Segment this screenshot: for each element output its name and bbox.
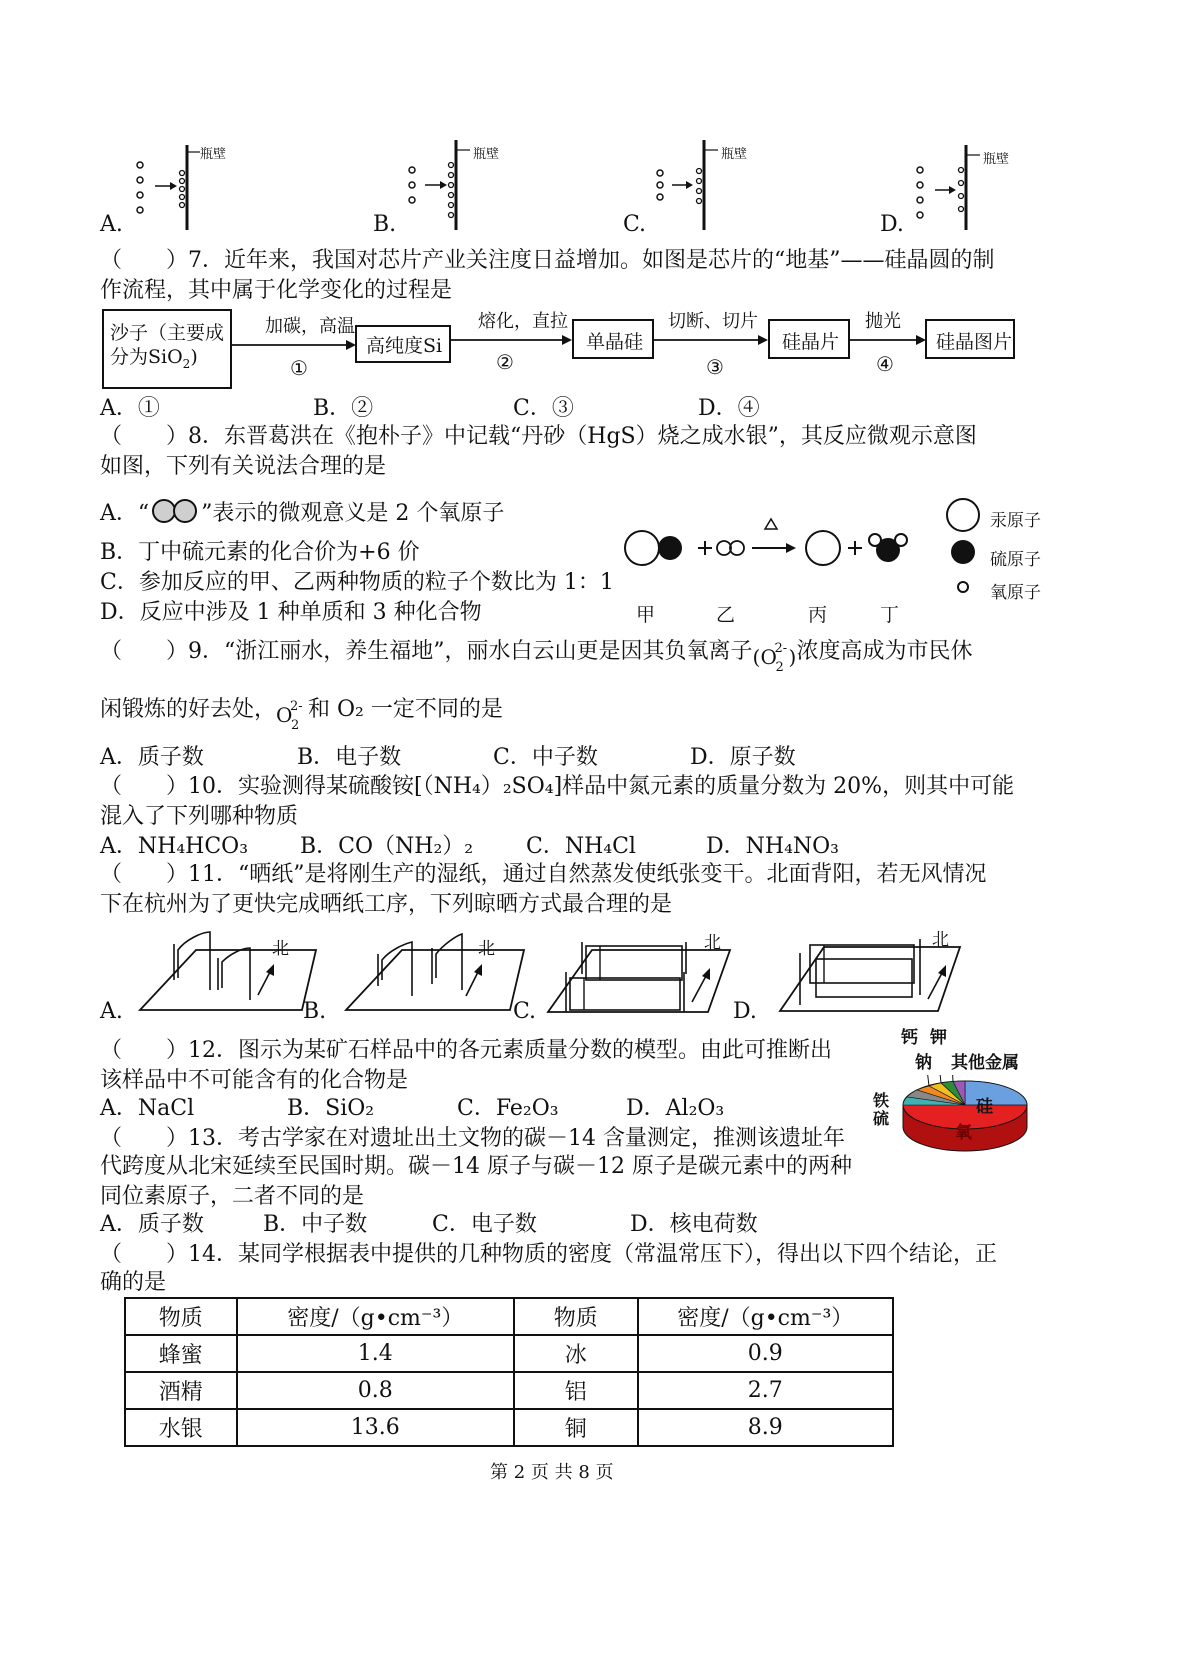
answer-bracket: （ ） <box>100 639 189 664</box>
q7-box-sand-line1: 沙子（主要成 <box>110 322 225 344</box>
answer-bracket: （ ） <box>100 862 189 887</box>
table-cell: 1.4 <box>237 1335 514 1372</box>
q9-option-a: A．质子数 <box>100 745 204 770</box>
q14-line2: 确的是 <box>100 1270 167 1295</box>
q6-option-c-letter: C. <box>623 212 647 237</box>
q13-option-a: A．质子数 <box>100 1212 204 1237</box>
q11-north-b: 北 <box>478 939 495 959</box>
q10-line2: 混入了下列哪种物质 <box>100 804 299 829</box>
q7-arrow1-number: ① <box>290 356 308 380</box>
q7-arrow3-label: 切断、切片 <box>668 311 758 332</box>
table-row <box>125 1335 893 1372</box>
q7-box-sand-line2: 分为SiO <box>110 346 183 368</box>
q6-option-b-letter: B. <box>373 212 397 237</box>
q9-text-1b: 浓度高成为市民休 <box>796 639 973 664</box>
q8-label-yi: 乙 <box>716 604 736 626</box>
q12-option-c: C．Fe₂O₃ <box>457 1096 559 1121</box>
q7-box-monocrystal-si: 单晶硅 <box>586 331 644 353</box>
answer-bracket: （ ） <box>100 248 189 273</box>
q12-option-b: B．SiO₂ <box>287 1096 375 1121</box>
q9-option-c: C．中子数 <box>493 745 598 770</box>
q9-line2 <box>100 694 503 733</box>
q13-option-c: C．电子数 <box>432 1212 537 1237</box>
table-header-cell: 密度/（g•cm⁻³） <box>237 1298 514 1335</box>
q7-option-c: C．③ <box>513 396 574 421</box>
q10-option-b: B．CO（NH₂）₂ <box>300 834 474 859</box>
answer-bracket: （ ） <box>100 1242 189 1267</box>
q9-option-d: D．原子数 <box>690 745 796 770</box>
q12-pie-label-ca: 钙 <box>901 1028 918 1048</box>
q12-pie-label-si: 硅 <box>976 1097 993 1117</box>
q8-option-d: D．反应中涉及 1 种单质和 3 种化合物 <box>100 600 482 625</box>
q14-density-table <box>124 1297 894 1447</box>
q12-line1 <box>100 1036 832 1066</box>
q9-ion-subscript: 2 <box>775 660 784 675</box>
page-footer: 第 2 页 共 8 页 <box>490 1462 614 1483</box>
q12-pie-label-k: 钾 <box>930 1028 947 1048</box>
q11-line2: 下在杭州为了更快完成晒纸工序，下列晾晒方式最合理的是 <box>100 892 673 917</box>
q8-option-c: C．参加反应的甲、乙两种物质的粒子个数比为 1：1 <box>100 570 614 595</box>
q10-text-1: 10．实验测得某硫酸铵[（NH₄）₂SO₄]样品中氮元素的质量分数为 20%，则其中可能 <box>188 774 1015 799</box>
table-cell: 8.9 <box>638 1409 893 1446</box>
q7-arrow3-number: ③ <box>706 355 724 379</box>
q8-legend-sulfur: 硫原子 <box>990 550 1041 570</box>
q11-north-d: 北 <box>932 930 949 950</box>
table-cell: 0.8 <box>237 1372 514 1409</box>
q10-line1 <box>100 772 1014 802</box>
q8-legend-mercury: 汞原子 <box>990 511 1041 531</box>
q7-line2: 作流程，其中属于化学变化的过程是 <box>100 278 453 303</box>
q13-line3: 同位素原子，二者不同的是 <box>100 1184 365 1209</box>
q11-option-b: B. <box>303 999 327 1024</box>
q13-text-1: 13．考古学家在对遗址出土文物的碳－14 含量测定，推测该遗址年 <box>188 1126 845 1151</box>
table-cell: 酒精 <box>125 1372 237 1409</box>
q11-option-a: A. <box>100 999 123 1024</box>
q7-arrow4-label: 抛光 <box>865 311 901 332</box>
q8-option-a-pre: A．“ <box>100 501 150 526</box>
q11-option-a-diagram <box>130 920 320 1020</box>
q12-pie-label-fe: 铁 <box>873 1091 890 1110</box>
q7-text-1: 7．近年来，我国对芯片产业关注度日益增加。如图是芯片的“地基”——硅晶圆的制 <box>188 248 995 273</box>
q9-text-2b: 和 O₂ 一定不同的是 <box>308 697 503 722</box>
table-cell: 13.6 <box>237 1409 514 1446</box>
q10-option-a: A．NH₄HCO₃ <box>100 834 249 859</box>
table-row <box>125 1372 893 1409</box>
table-row <box>125 1409 893 1446</box>
oxygen-molecule-icon <box>149 498 201 524</box>
q6-option-a-letter: A. <box>100 212 123 237</box>
q13-line2: 代跨度从北宋延续至民国时期。碳－14 原子与碳－12 原子是碳元素中的两种 <box>100 1154 852 1179</box>
q9-ion-formula: ( O 2- 2 ) <box>753 636 797 666</box>
q6-option-a-diagram <box>100 140 280 240</box>
q7-arrow4-number: ④ <box>876 352 894 376</box>
q12-pie-label-o: 氧 <box>955 1123 972 1143</box>
q12-text-1: 12．图示为某矿石样品中的各元素质量分数的模型。由此可推断出 <box>188 1038 833 1063</box>
q9-text-2a: 闲锻炼的好去处， <box>100 697 277 722</box>
q8-option-b: B．丁中硫元素的化合价为+6 价 <box>100 540 420 565</box>
q8-line2: 如图，下列有关说法合理的是 <box>100 454 387 479</box>
q6-option-b-wall-label: 瓶壁 <box>473 147 500 162</box>
table-cell: 水银 <box>125 1409 237 1446</box>
q6-option-d-diagram <box>880 140 1060 240</box>
q8-text-1: 8．东晋葛洪在《抱朴子》中记载“丹砂（HgS）烧之成水银”，其反应微观示意图 <box>188 424 977 449</box>
q14-line1 <box>100 1240 997 1270</box>
q7-box-sand-end: ) <box>190 346 198 368</box>
q11-line1 <box>100 860 987 890</box>
q7-arrow2-label: 熔化，直拉 <box>478 311 568 332</box>
q9-option-b: B．电子数 <box>297 745 402 770</box>
table-header-cell: 密度/（g•cm⁻³） <box>638 1298 893 1335</box>
q10-option-d: D．NH₄NO₃ <box>706 834 839 859</box>
q9-ion-base: O <box>760 645 777 669</box>
q12-option-d: D．Al₂O₃ <box>626 1096 725 1121</box>
q8-legend-icons <box>940 495 985 605</box>
q6-option-c-diagram <box>620 135 800 235</box>
q7-flow-diagram <box>100 300 1060 395</box>
q12-pie-label-na: 钠 <box>915 1053 932 1073</box>
q11-text-1: 11．“晒纸”是将刚生产的湿纸，通过自然蒸发使纸张变干。北面背阳，若无风情况 <box>188 862 987 887</box>
q8-line1 <box>100 422 977 452</box>
q9-line1 <box>100 636 973 675</box>
q6-option-b-diagram <box>370 135 550 235</box>
q11-north-a: 北 <box>272 939 289 959</box>
q8-label-ding: 丁 <box>880 604 900 626</box>
q7-arrow2-number: ② <box>496 350 514 374</box>
q10-option-c: C．NH₄Cl <box>526 834 636 859</box>
answer-bracket: （ ） <box>100 424 189 449</box>
q8-reaction-diagram <box>620 515 920 585</box>
q12-pie-label-other-metals: 其他金属 <box>951 1053 1019 1073</box>
q7-arrow1-label: 加碳，高温 <box>265 316 355 337</box>
q7-line1 <box>100 246 995 276</box>
table-header-cell: 物质 <box>514 1298 638 1335</box>
q7-box-wafer-image: 硅晶图片 <box>936 331 1013 353</box>
q7-option-b: B．② <box>313 396 374 421</box>
answer-bracket: （ ） <box>100 1126 189 1151</box>
q6-option-d-wall-label: 瓶壁 <box>983 152 1010 167</box>
q9-ion-formula-2: O 2- 2 <box>276 699 303 733</box>
q6-option-d-letter: D. <box>880 212 904 237</box>
q11-option-d: D. <box>733 999 757 1024</box>
table-cell: 铜 <box>514 1409 638 1446</box>
q9-text-1a: 9．“浙江丽水，养生福地”，丽水白云山更是因其负氧离子 <box>188 639 753 664</box>
table-cell: 蜂蜜 <box>125 1335 237 1372</box>
q8-option-a <box>100 498 504 529</box>
table-header-cell: 物质 <box>125 1298 237 1335</box>
table-cell: 0.9 <box>638 1335 893 1372</box>
q14-text-1: 14．某同学根据表中提供的几种物质的密度（常温常压下），得出以下四个结论，正 <box>188 1242 998 1267</box>
q7-option-d: D．④ <box>698 396 760 421</box>
q11-option-b-diagram <box>338 920 528 1020</box>
table-header-row <box>125 1298 893 1335</box>
q7-box-sand-sub: 2 <box>182 356 191 371</box>
q7-box-high-purity-si: 高纯度Si <box>366 335 443 357</box>
q13-option-b: B．中子数 <box>263 1212 368 1237</box>
q9-ion-charge: 2- <box>774 641 788 656</box>
q11-north-c: 北 <box>704 933 721 953</box>
q6-option-c-wall-label: 瓶壁 <box>721 147 748 162</box>
q13-option-d: D．核电荷数 <box>630 1212 758 1237</box>
q12-option-a: A．NaCl <box>100 1096 195 1121</box>
answer-bracket: （ ） <box>100 1038 189 1063</box>
q11-option-c: C. <box>513 999 537 1024</box>
q6-option-a-wall-label: 瓶壁 <box>200 147 227 162</box>
q7-box-wafer: 硅晶片 <box>782 331 840 353</box>
answer-bracket: （ ） <box>100 774 189 799</box>
q13-line1 <box>100 1124 845 1154</box>
q8-legend-oxygen: 氧原子 <box>990 583 1041 603</box>
q8-option-a-post: ”表示的微观意义是 2 个氧原子 <box>201 501 505 526</box>
q7-box-sand <box>110 321 224 376</box>
q7-option-a: A．① <box>100 396 160 421</box>
q12-pie-label-s: 硫 <box>873 1109 890 1128</box>
table-cell: 冰 <box>514 1335 638 1372</box>
q12-line2: 该样品中不可能含有的化合物是 <box>100 1068 409 1093</box>
table-cell: 2.7 <box>638 1372 893 1409</box>
q8-label-bing: 丙 <box>808 604 828 626</box>
q8-label-jia: 甲 <box>636 604 656 626</box>
table-cell: 铝 <box>514 1372 638 1409</box>
